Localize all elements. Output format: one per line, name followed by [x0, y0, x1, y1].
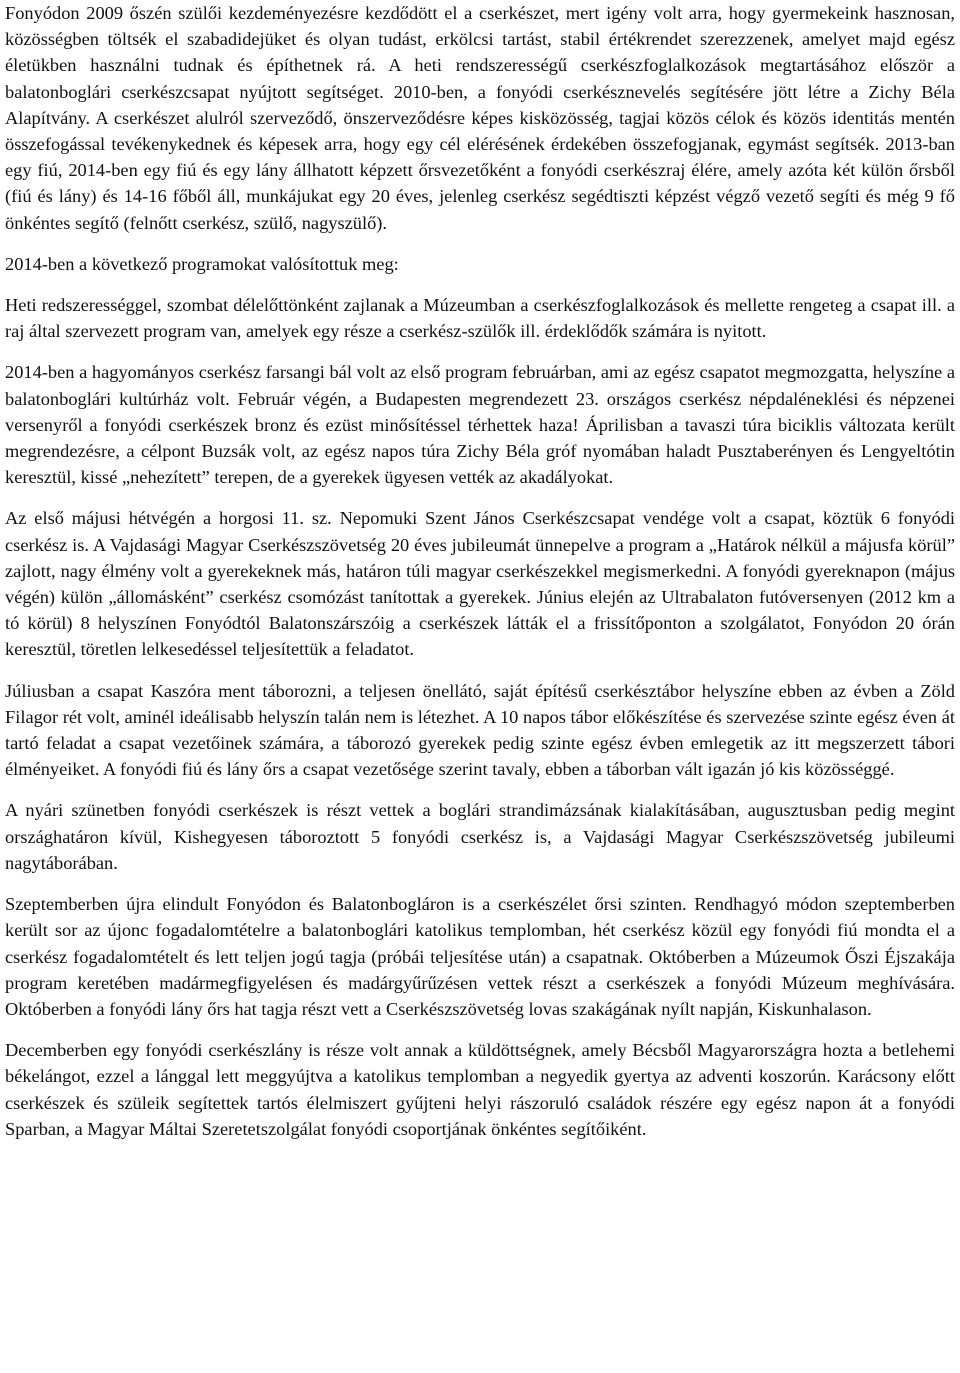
paragraph-programs-heading: 2014-ben a következő programokat valósítottuk meg:	[5, 253, 399, 274]
paragraph-july-camp: Júliusban a csapat Kaszóra ment táborozni, a teljesen önellátó, saját építésű cserkésztábor helyszíne ebben az évben a Zöld Filagor rét volt, aminél ideálisabb helyszín talán nem is létezhet. A 10 napos tábor előkészítése és szervezése szinte egész éven át tartó feladat a csapat vezetőinek számára, a táborozó gyerekek pedig szinte egész évben emlegetik az itt megszerzett tábori élményeiket. A fonyódi fiú és lány őrs a csapat vezetősége szerint tavaly, ebben a táborban vált igazán jó kis közösséggé.	[5, 680, 955, 780]
paragraph-autumn-events: Szeptemberben újra elindult Fonyódon és Balatonbogláron is a cserkészélet őrsi szinten. Rendhagyó módon szeptemberben került sor az újonc fogadalomtételre a balatonboglári katolikus templomban, hét cserkész közül egy fonyódi fiú mondta el a cserkész fogadalomtételt és lett teljen jogú tagja (próbái teljesítése után) a csapatnak. Októberben a Múzeumok Őszi Éjszakája program keretében madármegfigyelésen és madárgyűrűzésen vettek részt a cserkészek a fonyódi Múzeum meghívására. Októberben a fonyódi lány őrs hat tagja részt vett a Cserkészszövetség lovas szakágának nyílt napján, Kiskunhalason.	[5, 894, 955, 1019]
document-page	[5, 0, 955, 1157]
paragraph-summer-break: A nyári szünetben fonyódi cserkészek is részt vettek a boglári strandimázsának kialakításában, augusztusban pedig megint országhatáron kívül, Kishegyesen táboroztott 5 fonyódi cserkész is, a Vajdasági Magyar Cserkészszövetség jubileumi nagytáborában.	[5, 800, 955, 873]
paragraph-december-events: Decemberben egy fonyódi cserkészlány is része volt annak a küldöttségnek, amely Bécsből Magyarországra hozta a betlehemi békelángot, ezzel a lánggal lett meggyújtva a katolikus templomban a negyedik gyertya az adventi koszorún. Karácsony előtt cserkészek és szüleik segítettek tartós élelmiszert gyűjteni helyi rászoruló családok részére egy egész napon át a fonyódi Sparban, a Magyar Máltai Szeretetszolgálat fonyódi csoportjának önkéntes segítőiként.	[5, 1040, 955, 1139]
paragraph-spring-events: 2014-ben a hagyományos cserkész farsangi bál volt az első program februárban, ami az egész csapatot megmozgatta, helyszíne a balatonboglári kultúrház volt. Február végén, a Budapesten megrendezett 23. országos cserkész népdaléneklési és népzenei versenyről a fonyódi cserkészek bronz és ezüst minősítéssel térhettek haza! Áprilisban a tavaszi túra biciklis változata került megrendezésre, a célpont Buzsák volt, az egész napos túra Zichy Béla gróf nyomában haladt Pusztaberényen és Lengyeltótin keresztül, kissé „nehezített” terepen, de a gyerekek ügyesen vették az akadályokat.	[5, 362, 955, 488]
paragraph-may-june-events: Az első májusi hétvégén a horgosi 11. sz. Nepomuki Szent János Cserkészcsapat vendége volt a csapat, köztük 6 fonyódi cserkész is. A Vajdasági Magyar Cserkészszövetség 20 éves jubileumát ünnepelve a program a „Határok nélkül a májusfa körül” zajlott, nagy élmény volt a gyerekeknek más, határon túli magyar cserkészekkel megismerkedni. A fonyódi gyereknapon (május végén) külön „állomásként” cserkész csomózást tanítottak a gyerekek. Június elején az Ultrabalaton futóversenyen (2012 km a tó körül) 8 helyszínen Fonyódtól Balatonszárszóig a cserkészek látták el a frissítőponton a szolgálatot, Fonyódon 20 órán keresztül, töretlen lelkesedéssel teljesítettük a feladatot.	[5, 508, 955, 660]
paragraph-intro: Fonyódon 2009 őszén szülői kezdeményezésre kezdődött el a cserkészet, mert igény volt arra, hogy gyermekeink hasznosan, közösségben töltsék el szabadidejüket és olyan tudást, erkölcsi tartást, stabil értékrendet szerezzenek, amelyet majd egész életükben használni tudnak és építhetnek rá. A heti rendszerességű cserkészfoglalkozások megtartásához először a balatonboglári cserkészcsapat nyújtott segítséget. 2010-ben, a fonyódi cserkésznevelés segítésére jött létre a Zichy Béla Alapítvány. A cserkészet alulról szerveződő, önszerveződésre képes kisközösség, tagjai közös célok és közös identitás mentén összefogással tevékenykednek és képesek arra, hogy egy cél elérésének érdekében összefogjanak, egymást segítsék. 2013-ban egy fiú, 2014-ben egy fiú és egy lány állhatott képzett őrsvezetőként a fonyódi cserkészraj élére, amely azóta két külön őrsből (fiú és lány) és 14-16 főből áll, munkájukat egy 20 éves, jelenleg cserkész segédtiszti képzést végző vezető segíti és még 9 fő önkéntes segítő (felnőtt cserkész, szülő, nagyszülő).	[5, 3, 955, 233]
paragraph-weekly-meetings: Heti redszerességgel, szombat délelőttönként zajlanak a Múzeumban a cserkészfoglalkozások és mellette rengeteg a csapat ill. a raj által szervezett program van, amelyek egy része a cserkész-szülők ill. érdeklődők számára is nyitott.	[5, 295, 955, 342]
